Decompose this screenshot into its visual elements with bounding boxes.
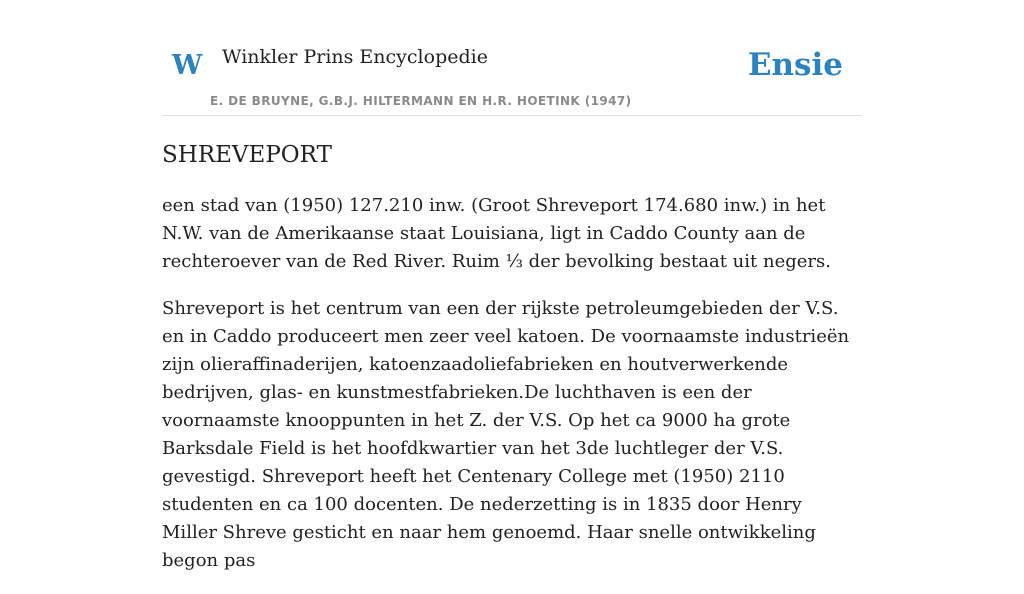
article-paragraph-2: Shreveport is het centrum van een der rijkste petroleumgebieden der V.S. en in Caddo produceert men zeer veel katoen. De voornaamste industrieën zijn olieraffinaderijen, katoenzaadoliefabrieken en houtverwerkende bedrijven, glas- en kunstmestfabrieken.De luchthaven is een der voornaamste knooppunten in het Z. der V.S. Op het ca 9000 ha grote Barksdale Field is het hoofdkwartier van het 3de luchtleger der V.S. gevestigd. Shreveport heeft het Centenary College met (1950) 2110 studenten en ca 100 docenten. De nederzetting is in 1835 door Henry Miller Shreve gesticht en naar hem genoemd. Haar snelle ontwikkeling begon pas — [162, 298, 850, 571]
article-paragraph-1: een stad van (1950) 127.210 inw. (Groot Shreveport 174.680 inw.) in het N.W. van de Amerikaanse staat Louisiana, ligt in Caddo County aan de rechteroever van de Red River. Ruim ⅓ der bevolking bestaat uit negers. — [162, 195, 831, 272]
site-title[interactable]: Winkler Prins Encyclopedie — [222, 46, 488, 68]
ensie-brand-logo[interactable]: Ensie — [747, 47, 843, 83]
winkler-prins-logo[interactable]: W — [172, 50, 203, 81]
article — [162, 140, 862, 594]
article-title: SHREVEPORT — [162, 142, 332, 168]
site-subtitle: E. DE BRUYNE, G.B.J. HILTERMANN EN H.R. HOETINK (1947) — [210, 94, 632, 108]
site-header — [162, 40, 862, 116]
